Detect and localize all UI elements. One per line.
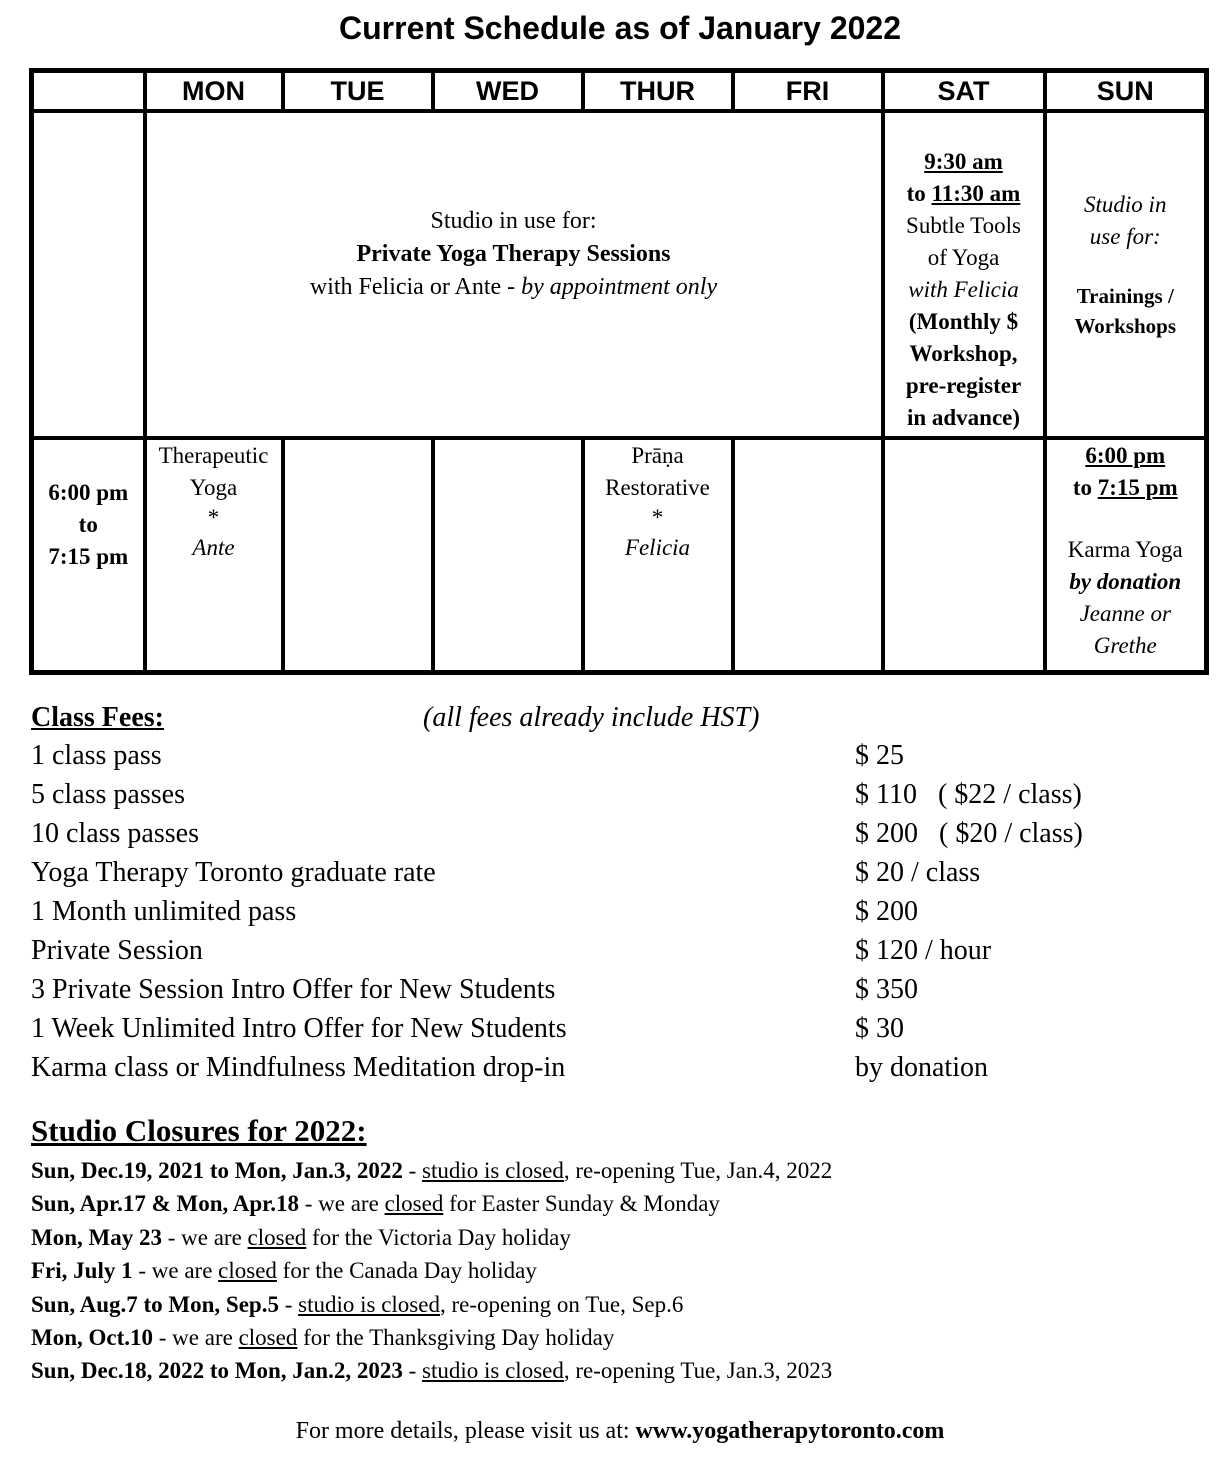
- private-sessions-line1: Studio in use for:: [430, 208, 597, 234]
- sat-class-line1: Subtle Tools: [906, 212, 1021, 238]
- closure-text: for Easter Sunday & Monday: [443, 1191, 720, 1217]
- tue-evening-cell: [283, 438, 433, 673]
- fri-evening-cell: [733, 438, 883, 673]
- sat-time-start: 9:30 am: [924, 148, 1003, 174]
- fee-price: $ 25: [855, 740, 904, 771]
- schedule-table: [29, 68, 1209, 675]
- fee-name: 1 class pass: [31, 740, 162, 771]
- footer: [0, 1418, 1225, 1445]
- closure-text: - we are: [132, 1258, 219, 1284]
- closure-list: [31, 1154, 1211, 1388]
- schedule-morning-row: [32, 111, 1207, 438]
- closure-text: - we are: [153, 1325, 239, 1351]
- studio-closures-section: [31, 1112, 1211, 1388]
- fee-row: [31, 740, 1191, 779]
- fee-row: [31, 779, 1191, 818]
- class-fees-section: [31, 702, 1191, 1091]
- sun-morning-line1: Studio in: [1084, 191, 1167, 217]
- schedule-evening-row: [32, 438, 1207, 673]
- closure-text: , re-opening on Tue, Sep.6: [439, 1291, 684, 1317]
- closure-status: studio is closed: [422, 1158, 564, 1183]
- mon-class-line1: Therapeutic: [158, 443, 269, 468]
- fee-name: Yoga Therapy Toronto graduate rate: [31, 857, 436, 888]
- mon-marker: *: [207, 505, 220, 530]
- fee-name: 1 Month unlimited pass: [31, 896, 297, 927]
- closure-text: -: [402, 1158, 423, 1183]
- private-sessions-title: Private Yoga Therapy Sessions: [356, 241, 671, 267]
- fee-price: $ 350: [855, 974, 918, 1005]
- closure-status: closed: [218, 1258, 277, 1284]
- closure-dates: Sun, Apr.17 & Mon, Apr.18: [31, 1191, 299, 1217]
- fee-price: $ 200: [855, 896, 918, 927]
- fee-name: 5 class passes: [31, 779, 185, 810]
- fee-name: 1 Week Unlimited Intro Offer for New Students: [31, 1013, 567, 1044]
- sun-morning-line4: Workshops: [1074, 313, 1177, 338]
- day-header-sat: SAT: [883, 71, 1045, 112]
- closure-text: - we are: [299, 1191, 385, 1217]
- sun-morning-line3: Trainings /: [1076, 283, 1174, 308]
- closure-text: , re-opening Tue, Jan.3, 2023: [563, 1358, 833, 1384]
- closure-row: [31, 1254, 1211, 1287]
- wed-evening-cell: [433, 438, 583, 673]
- sun-evening-teacher-line2: Grethe: [1093, 633, 1157, 658]
- day-header-thur: THUR: [583, 71, 733, 112]
- fee-price: $ 30: [855, 1013, 904, 1044]
- closure-row: [31, 1354, 1211, 1387]
- morning-time-cell: [32, 111, 145, 438]
- evening-time-cell: [32, 438, 145, 673]
- mon-class-line2: Yoga: [189, 475, 238, 500]
- closure-dates: Mon, May 23: [31, 1224, 162, 1250]
- closure-text: for the Victoria Day holiday: [306, 1224, 571, 1250]
- sat-note-line3: pre-register: [905, 372, 1022, 398]
- closure-text: , re-opening Tue, Jan.4, 2022: [563, 1158, 833, 1183]
- closure-row: [31, 1288, 1211, 1321]
- fee-name: Private Session: [31, 935, 203, 966]
- fee-name: Karma class or Mindfulness Meditation drop-in: [31, 1052, 566, 1083]
- evening-time-line2: to: [78, 512, 98, 537]
- footer-url-link[interactable]: www.yogatherapytoronto.com: [635, 1418, 945, 1444]
- closure-text: -: [402, 1358, 423, 1384]
- thur-teacher: Felicia: [624, 535, 691, 560]
- page-title: Current Schedule as of January 2022: [339, 10, 901, 46]
- mon-evening-cell: [145, 438, 283, 673]
- class-fees-header: [31, 702, 1191, 740]
- thur-marker: *: [651, 505, 664, 530]
- thur-class-line2: Restorative: [605, 475, 710, 500]
- closure-status: closed: [384, 1191, 444, 1217]
- closure-dates: Fri, July 1: [31, 1258, 133, 1284]
- day-header-sun: SUN: [1045, 71, 1207, 112]
- private-sessions-line3: with Felicia or Ante - by appointment only: [309, 274, 718, 300]
- fee-price: $ 200 ( $20 / class): [855, 818, 1083, 849]
- fee-list: [31, 740, 1191, 1091]
- fee-price: $ 120 / hour: [855, 935, 992, 966]
- sat-note-line1: (Monthly $: [908, 308, 1019, 334]
- fee-row: [31, 896, 1191, 935]
- closure-status: studio is closed: [298, 1291, 440, 1317]
- mon-teacher: Ante: [192, 535, 235, 560]
- footer-text: For more details, please visit us at:: [295, 1418, 636, 1444]
- closure-text: for the Canada Day holiday: [276, 1258, 537, 1284]
- sun-evening-cell: [1045, 438, 1207, 673]
- sun-evening-fee: by donation: [1069, 569, 1182, 594]
- closure-row: [31, 1221, 1211, 1254]
- evening-time-line1: 6:00 pm: [48, 480, 129, 505]
- fee-price: $ 20 / class: [855, 857, 981, 888]
- fee-row: [31, 857, 1191, 896]
- day-header-mon: MON: [145, 71, 283, 112]
- sun-morning-line2: use for:: [1089, 223, 1161, 249]
- thur-evening-cell: [583, 438, 733, 673]
- corner-cell: [32, 71, 145, 112]
- closure-row: [31, 1321, 1211, 1354]
- closure-dates: Sun, Dec.19, 2021 to Mon, Jan.3, 2022: [31, 1158, 403, 1183]
- sun-evening-time-start: 6:00 pm: [1085, 443, 1166, 468]
- closure-status: studio is closed: [422, 1358, 564, 1384]
- sun-evening-teacher-line1: Jeanne or: [1079, 601, 1171, 626]
- closure-dates: Sun, Dec.18, 2022 to Mon, Jan.2, 2023: [31, 1358, 403, 1384]
- closure-text: for the Thanksgiving Day holiday: [297, 1325, 615, 1351]
- sat-evening-cell: [883, 438, 1045, 673]
- closure-text: - we are: [161, 1224, 248, 1250]
- sun-morning-cell: [1045, 111, 1207, 438]
- sun-evening-time-end: to 7:15 pm: [1072, 475, 1178, 500]
- studio-closures-heading: Studio Closures for 2022:: [31, 1113, 367, 1148]
- sat-time-end: to 11:30 am: [906, 180, 1021, 206]
- schedule-header-row: [32, 71, 1207, 112]
- sat-morning-cell: [883, 111, 1045, 438]
- sun-evening-class: Karma Yoga: [1067, 537, 1183, 562]
- closure-status: closed: [247, 1224, 307, 1250]
- fee-name: 3 Private Session Intro Offer for New Students: [31, 974, 556, 1005]
- day-header-wed: WED: [433, 71, 583, 112]
- sat-note-line4: in advance): [906, 404, 1021, 430]
- fee-price: by donation: [855, 1052, 988, 1083]
- closure-dates: Sun, Aug.7 to Mon, Sep.5: [31, 1291, 279, 1317]
- sat-note-line2: Workshop,: [909, 340, 1018, 366]
- fee-price: $ 110 ( $22 / class): [855, 779, 1082, 810]
- fee-row: [31, 1013, 1191, 1052]
- closure-text: -: [278, 1291, 299, 1317]
- day-header-fri: FRI: [733, 71, 883, 112]
- class-fees-note: (all fees already include HST): [423, 702, 760, 733]
- closure-status: closed: [238, 1325, 298, 1351]
- thur-class-line1: Prāṇa: [631, 443, 684, 468]
- evening-time-line3: 7:15 pm: [48, 544, 129, 569]
- closure-dates: Mon, Oct.10: [31, 1325, 154, 1351]
- fee-name: 10 class passes: [31, 818, 199, 849]
- closure-row: [31, 1154, 1211, 1187]
- class-fees-heading: Class Fees:: [31, 702, 164, 733]
- private-sessions-block: [145, 111, 883, 438]
- fee-row: [31, 1052, 1191, 1091]
- sat-class-line2: of Yoga: [927, 244, 1000, 270]
- closure-row: [31, 1187, 1211, 1220]
- fee-row: [31, 974, 1191, 1013]
- fee-row: [31, 935, 1191, 974]
- sat-teacher: with Felicia: [908, 276, 1019, 302]
- fee-row: [31, 818, 1191, 857]
- day-header-tue: TUE: [283, 71, 433, 112]
